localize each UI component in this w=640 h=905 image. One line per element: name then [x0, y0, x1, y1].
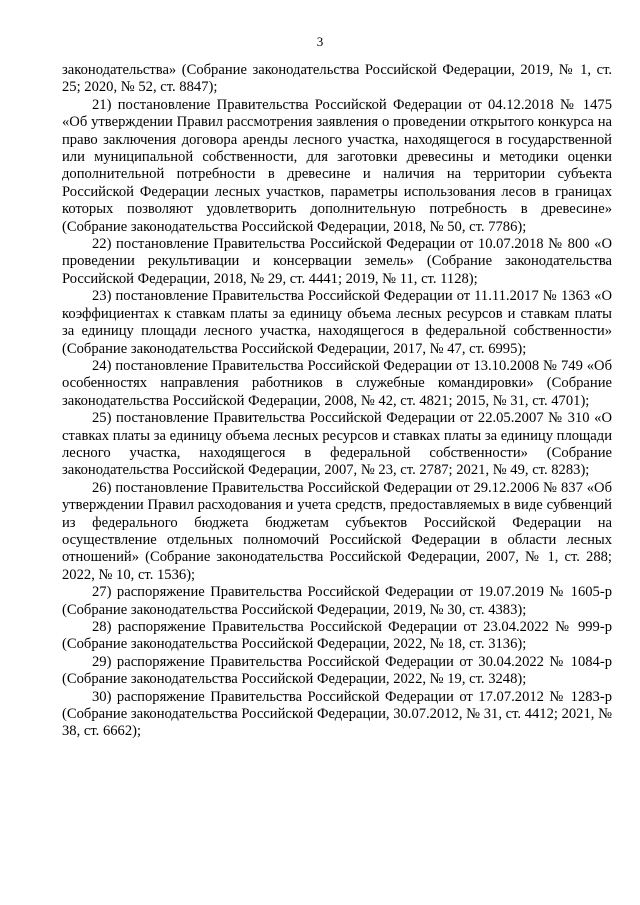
list-item-21: 21) постановление Правительства Российской Федерации от 04.12.2018 № 1475 «Об утверждении Правил рассмотрения заявления о проведении открытого конкурса на право заключения договора аренды лесного участка, находящегося в государственной или муниципальной собственности, для заготовки древесины и методики оценки дополнительной потребности в древесине и наличия на территории субъекта Российской Федерации лесных участков, параметры использования лесов в границах которых позволяют удовлетворить дополнительную потребность в древесине» (Собрание законодательства Российской Федерации, 2018, № 50, ст. 7786);	[62, 96, 612, 235]
paragraph-continuation: законодательства» (Собрание законодательства Российской Федерации, 2019, № 1, ст. 25; 2020, № 52, ст. 8847);	[62, 62, 612, 96]
list-item-26: 26) постановление Правительства Российской Федерации от 29.12.2006 № 837 «Об утверждении Правил расходования и учета средств, предоставляемых в виде субвенций из федерального бюджета бюджетам субъектов Российской Федерации на осуществление отдельных полномочий Российской Федерации в области лесных отношений» (Собрание законодательства Российской Федерации, 2007, № 1, ст. 288; 2022, № 10, ст. 1536);	[62, 479, 612, 583]
list-item-28: 28) распоряжение Правительства Российской Федерации от 23.04.2022 № 999-р (Собрание законодательства Российской Федерации, 2022, № 18, ст. 3136);	[62, 619, 612, 653]
list-item-30: 30) распоряжение Правительства Российской Федерации от 17.07.2012 № 1283-р (Собрание законодательства Российской Федерации, 30.07.2012, № 31, ст. 4412; 2021, № 38, ст. 6662);	[62, 688, 612, 740]
list-item-29: 29) распоряжение Правительства Российской Федерации от 30.04.2022 № 1084-р (Собрание законодательства Российской Федерации, 2022, № 19, ст. 3248);	[62, 653, 612, 688]
list-item-23: 23) постановление Правительства Российской Федерации от 11.11.2017 № 1363 «О коэффициентах к ставкам платы за единицу объема лесных ресурсов и ставкам платы за единицу площади лесного участка, находящегося в федеральной собственности» (Собрание законодательства Российской Федерации, 2017, № 47, ст. 6995);	[62, 288, 612, 357]
page-number: 3	[316, 34, 324, 49]
list-item-27: 27) распоряжение Правительства Российской Федерации от 19.07.2019 № 1605-р (Собрание законодательства Российской Федерации, 2019, № 30, ст. 4383);	[62, 584, 612, 618]
document-body	[62, 62, 612, 741]
list-item-22: 22) постановление Правительства Российской Федерации от 10.07.2018 № 800 «О проведении рекультивации и консервации земель» (Собрание законодательства Российской Федерации, 2018, № 29, ст. 4441; 2019, № 11, ст. 1128);	[62, 236, 612, 287]
list-item-25: 25) постановление Правительства Российской Федерации от 22.05.2007 № 310 «О ставках платы за единицу объема лесных ресурсов и ставках платы за единицу площади лесного участка, находящегося в федеральной собственности» (Собрание законодательства Российской Федерации, 2007, № 23, ст. 2787; 2021, № 49, ст. 8283);	[62, 410, 612, 479]
list-item-24: 24) постановление Правительства Российской Федерации от 13.10.2008 № 749 «Об особенностях направления работников в служебные командировки» (Собрание законодательства Российской Федерации, 2008, № 42, ст. 4821; 2015, № 31, ст. 4701);	[62, 357, 612, 409]
